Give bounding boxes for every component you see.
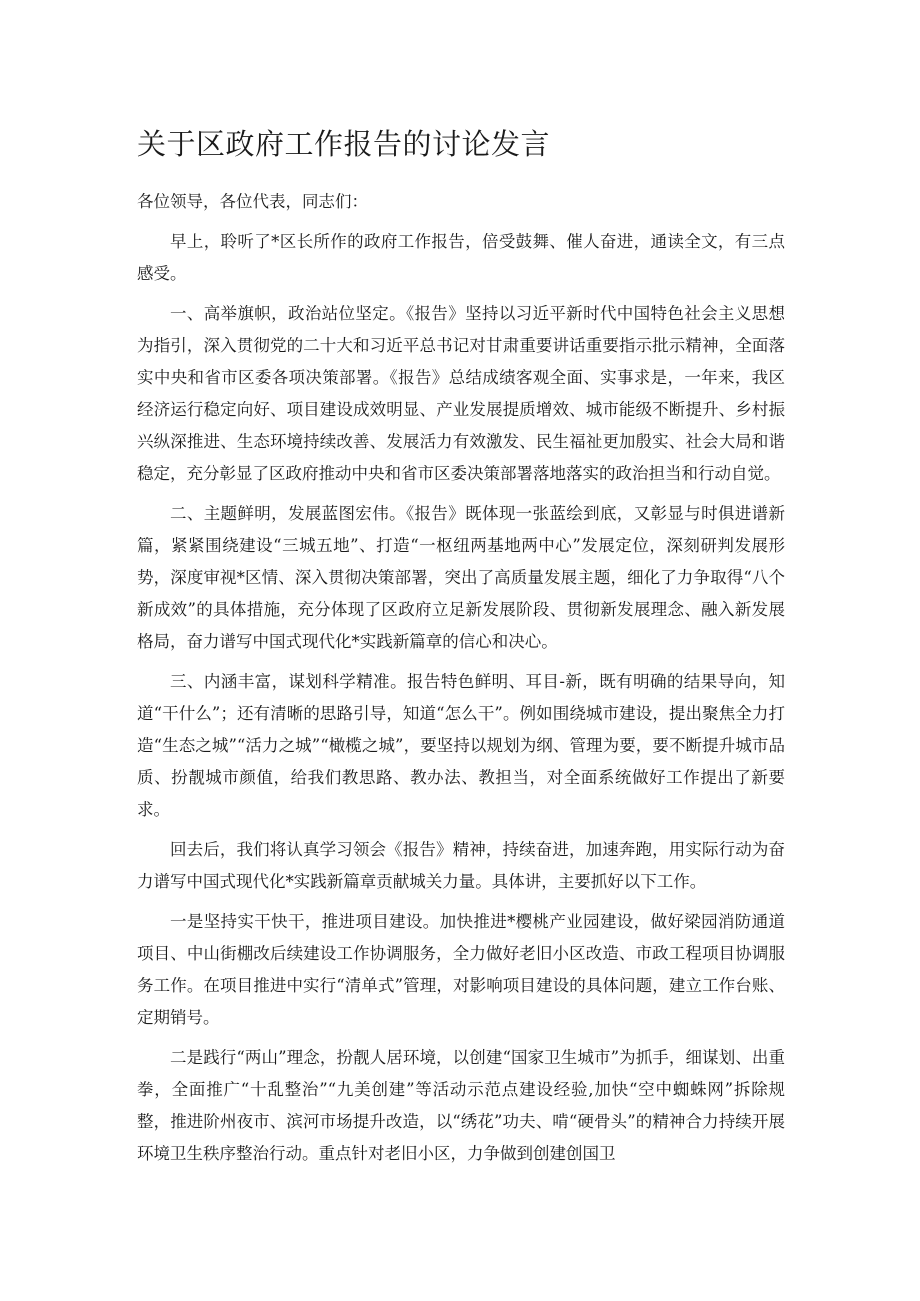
paragraph-point-3: 三、内涵丰富，谋划科学精准。报告特色鲜明、耳目-新，既有明确的结果导向，知道“干什么”；还有清晰的思路引导，知道“怎么干”。例如围绕城市建设，提出聚焦全力打造“生态之城”“活力之城”“橄榄之城”，要坚持以规划为纲、管理为要，要不断提升城市品质、扮靓城市颜值，给我们教思路、教办法、教担当，对全面系统做好工作提出了新要求。 xyxy=(137,672,785,819)
paragraph-task-1: 一是坚持实干快干，推进项目建设。加快推进*樱桃产业园建设，做好梁园消防通道项目、中山街棚改后续建设工作协调服务，全力做好老旧小区改造、市政工程项目协调服务工作。在项目推进中实行“清单式”管理，对影响项目建设的具体问题，建立工作台账、定期销号。 xyxy=(137,912,785,1027)
document-title: 关于区政府工作报告的讨论发言 xyxy=(137,127,551,161)
paragraph-followup: 回去后，我们将认真学习领会《报告》精神，持续奋进，加速奔跑，用实际行动为奋力谱写中国式现代化*实践新篇章贡献城关力量。具体讲，主要抓好以下工作。 xyxy=(137,840,785,891)
document-page xyxy=(137,124,785,1178)
salutation: 各位领导，各位代表，同志们： xyxy=(137,192,368,211)
paragraph-point-2: 二、主题鲜明，发展蓝图宏伟。《报告》既体现一张蓝绘到底，又彰显与时俱进谱新篇，紧紧围绕建设“三城五地”、打造“一枢纽两基地两中心”发展定位，深刻研判发展形势，深度审视*区情、深入贯彻决策部署，突出了高质量发展主题，细化了力争取得“八个新成效”的具体措施，充分体现了区政府立足新发展阶段、贯彻新发展理念、融入新发展格局，奋力谱写中国式现代化*实践新篇章的信心和决心。 xyxy=(137,504,785,651)
paragraph-task-2: 二是践行“两山”理念，扮靓人居环境，以创建“国家卫生城市”为抓手，细谋划、出重拳，全面推广“十乱整治”“九美创建”等活动示范点建设经验,加快“空中蜘蛛网”拆除规整，推进阶州夜市、滨河市场提升改造，以“绣花”功夫、啃“硬骨头”的精神合力持续开展环境卫生秩序整治行动。重点针对老旧小区，力争做到创建创国卫 xyxy=(137,1048,785,1163)
paragraph-intro: 早上，聆听了*区长所作的政府工作报告，倍受鼓舞、催人奋进，通读全文，有三点感受。 xyxy=(137,232,785,283)
paragraph-point-1: 一、高举旗帜，政治站位坚定。《报告》坚持以习近平新时代中国特色社会主义思想为指引，深入贯彻党的二十大和习近平总书记对甘肃重要讲话重要指示批示精神，全面落实中央和省市区委各项决策部署。《报告》总结成绩客观全面、实事求是，一年来，我区经济运行稳定向好、项目建设成效明显、产业发展提质增效、城市能级不断提升、乡村振兴纵深推进、生态环境持续改善、发展活力有效激发、民生福祉更加殷实、社会大局和谐稳定，充分彰显了区政府推动中央和省市区委决策部署落地落实的政治担当和行动自觉。 xyxy=(137,304,785,483)
